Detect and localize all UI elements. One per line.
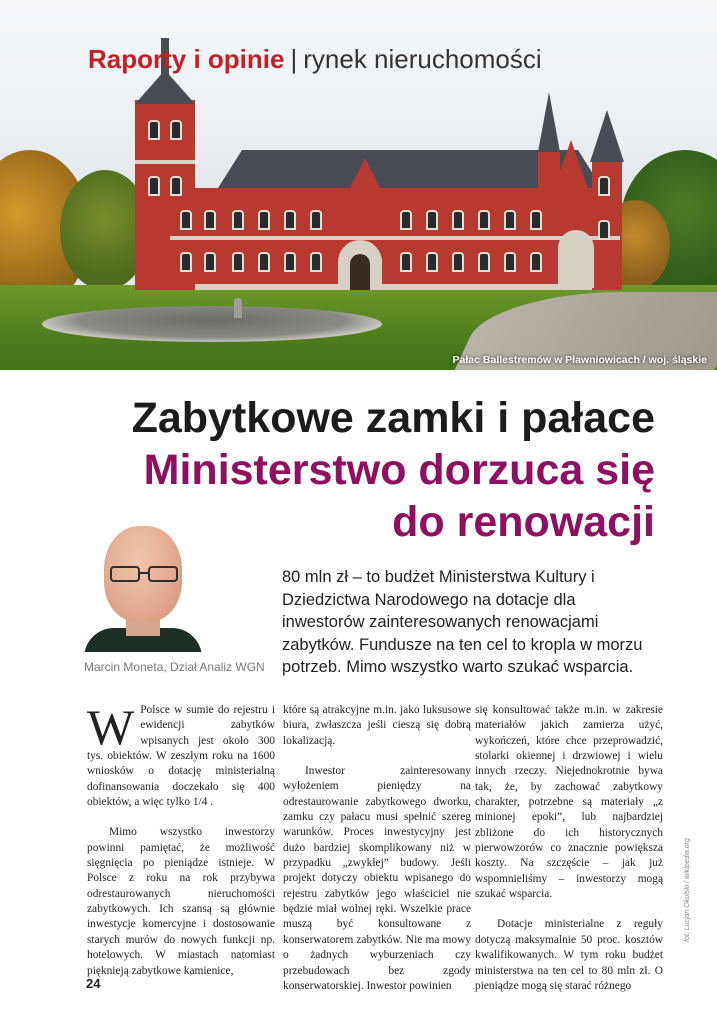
section-separator: | (290, 44, 298, 74)
drop-cap: W (87, 699, 135, 755)
section-subtopic: rynek nieruchomości (303, 44, 542, 74)
hero-photo (0, 0, 717, 370)
section-name: Raporty i opinie (88, 44, 285, 74)
paragraph: które są atrakcyjne m.in. jako luksusowe biura, zwłaszcza jeśli cieszą się dobrą lokalizacją. (283, 704, 471, 747)
article-column-3 (475, 703, 663, 994)
paragraph: się konsultować także m.in. w zakresie materiałów jakich zamierza użyć, wykończeń, które chce przeprowadzić, stolarki okiennej i drzwiowej i wielu innych rzeczy. Niejednokrotnie bywa tak, że, by zachować zabytkowy charakter, potrzebne są materiały „z minionej epoki”, lub najbardziej zbliżone do ich historycznych pierwowzorów co znacznie powiększa koszty. Na szczęście – jak już wspomnieliśmy – inwestorzy mogą szukać wsparcia. (475, 704, 663, 901)
glasses-icon (108, 566, 180, 582)
fountain-spout (234, 298, 242, 318)
paragraph: Polsce w sumie do rejestru i ewidencji zabytków wpisanych jest około 300 tys. obiektów. W zeszłym roku na 1600 wniosków o dotację ministerialną dofinansowania doczekało się 400 obiektów, a więc tylko 1/4 . (87, 704, 275, 809)
headline-line-3: do renowacji (392, 498, 655, 546)
article-column-1 (87, 699, 275, 979)
page-number: 24 (86, 976, 101, 991)
article-column-2 (283, 703, 471, 994)
headline-line-1: Zabytkowe zamki i pałace (131, 394, 655, 442)
author-caption: Marcin Moneta, Dział Analiz WGN (84, 660, 265, 674)
photo-caption: Pałac Ballestremów w Pławniowicach / woj. śląskie (452, 354, 707, 366)
headline-line-2: Ministerstwo dorzuca się (143, 446, 655, 494)
photo-credit: fot. Lucjan Okulski / wikipedia.org (684, 838, 691, 942)
paragraph: Inwestor zainteresowany wyłożeniem pieniędzy na odrestaurowanie zabytkowego dworku, zamku czy pałacu musi spełnić szereg warunków. Proces inwestycyjny jest dużo bardziej skomplikowany niż w przypadku „zwykłej” budowy. Jeśli projekt dotyczy obiektu wpisanego do rejestru zabytków jego właściciel nie będzie miał wolnej ręki. Wszelkie prace muszą być konsultowane z konserwatorem zabytków. Nie ma mowy o żadnych wyburzeniach czy przebudowach bez zgody konserwatorskiej. Inwestor powinien (283, 765, 471, 992)
fountain (42, 306, 382, 342)
paragraph: Mimo wszystko inwestorzy powinni pamiętać, że możliwość sięgnięcia po pieniądze istnieje. W Polsce z roku na rok przybywa odrestaurowanych nieruchomości zabytkowych. Ich szansą są głównie inwestycje komercyjne i dostosowanie starych murów do nowych funkcji np. hotelowych. W miastach natomiast pięknieją zabytkowe kamienice, (87, 826, 275, 977)
lead-paragraph: 80 mln zł – to budżet Ministerstwa Kultury i Dziedzictwa Narodowego na dotacje dla inwestorów zainteresowanych renowacjami zabytków. Fundusze na ten cel to kropla w morzu potrzeb. Mimo wszystko warto szukać wsparcia. (282, 568, 643, 677)
section-header (88, 44, 542, 75)
author-photo (84, 520, 202, 652)
paragraph: Dotacje ministerialne z reguły dotyczą maksymalnie 50 proc. kosztów kwalifikowanych. W tym roku budżet ministerstwa na ten cel to 80 mln zł. O pieniądze mogą się starać różnego (475, 918, 663, 992)
